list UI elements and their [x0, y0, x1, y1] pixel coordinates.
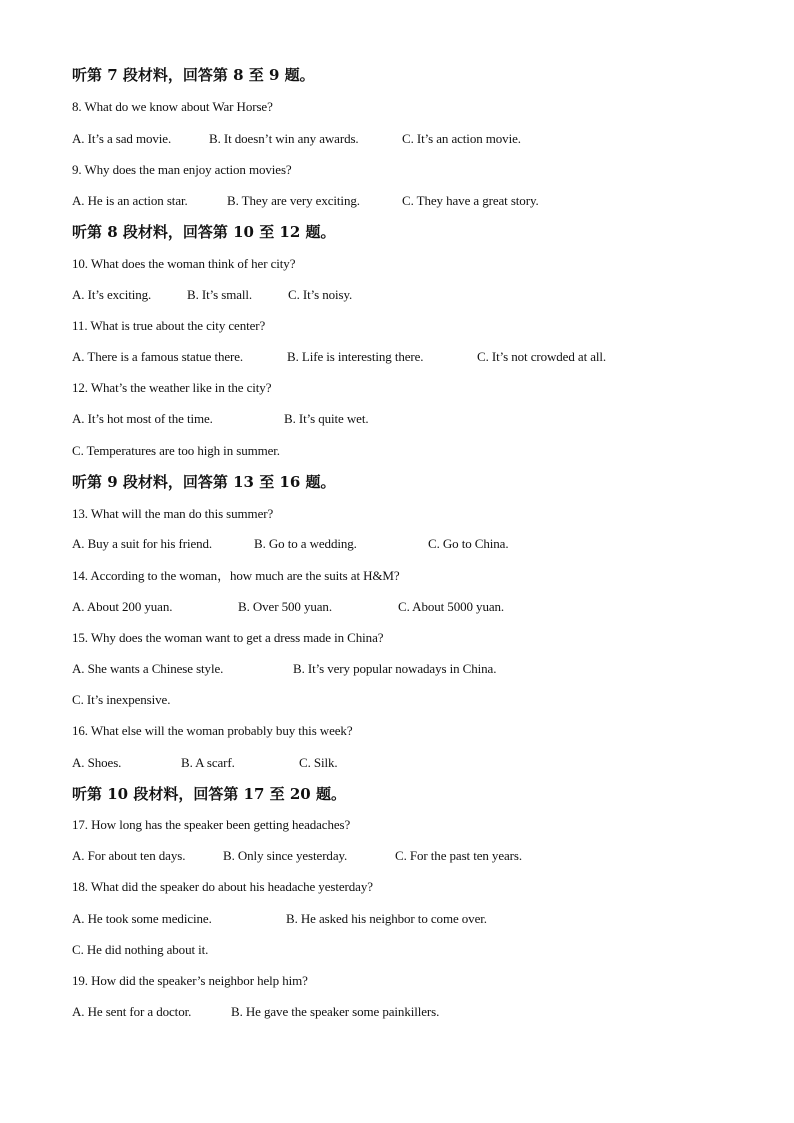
option-19a: A. He sent for a doctor. [72, 1004, 192, 1019]
option-9a: A. He is an action star. [72, 193, 188, 208]
option-14c: C. About 5000 yuan. [398, 599, 505, 614]
option-15c: C. It’s inexpensive. [72, 692, 171, 707]
question-11: 11. What is true about the city center? [72, 318, 266, 333]
option-9b: B. They are very exciting. [227, 193, 360, 208]
option-8b: B. It doesn’t win any awards. [209, 131, 359, 146]
option-11c: C. It’s not crowded at all. [477, 349, 607, 364]
option-10c: C. It’s noisy. [288, 287, 353, 302]
option-11a: A. There is a famous statue there. [72, 349, 244, 364]
option-12c: C. Temperatures are too high in summer. [72, 443, 280, 458]
question-10: 10. What does the woman think of her city? [72, 256, 296, 271]
option-17c: C. For the past ten years. [395, 848, 523, 863]
section-heading-8: 听第 8 段材料，回答第 10 至 12 题。 [72, 223, 336, 241]
question-18: 18. What did the speaker do about his headache yesterday? [72, 879, 373, 894]
option-12a: A. It’s hot most of the time. [72, 411, 213, 426]
option-9c: C. They have a great story. [402, 193, 539, 208]
question-17: 17. How long has the speaker been getting headaches? [72, 817, 351, 832]
question-12: 12. What’s the weather like in the city? [72, 380, 272, 395]
option-15a: A. She wants a Chinese style. [72, 661, 224, 676]
option-18b: B. He asked his neighbor to come over. [286, 911, 487, 926]
option-14a: A. About 200 yuan. [72, 599, 173, 614]
option-16a: A. Shoes. [72, 755, 122, 770]
option-16c: C. Silk. [299, 755, 338, 770]
section-heading-7: 听第 7 段材料，回答第 8 至 9 题。 [72, 66, 315, 84]
option-18a: A. He took some medicine. [72, 911, 212, 926]
option-17b: B. Only since yesterday. [223, 848, 348, 863]
option-16b: B. A scarf. [181, 755, 235, 770]
question-14: 14. According to the woman，how much are the suits at H&M? [72, 568, 400, 583]
question-16: 16. What else will the woman probably buy this week? [72, 723, 353, 738]
section-heading-10: 听第 10 段材料，回答第 17 至 20 题。 [72, 785, 346, 803]
option-10b: B. It’s small. [187, 287, 253, 302]
question-8: 8. What do we know about War Horse? [72, 99, 273, 114]
option-11b: B. Life is interesting there. [287, 349, 424, 364]
question-9: 9. Why does the man enjoy action movies? [72, 162, 292, 177]
question-15: 15. Why does the woman want to get a dress made in China? [72, 630, 384, 645]
option-18c: C. He did nothing about it. [72, 942, 209, 957]
option-13b: B. Go to a wedding. [254, 536, 357, 551]
option-17a: A. For about ten days. [72, 848, 186, 863]
option-8a: A. It’s a sad movie. [72, 131, 172, 146]
option-13c: C. Go to China. [428, 536, 509, 551]
option-10a: A. It’s exciting. [72, 287, 152, 302]
option-15b: B. It’s very popular nowadays in China. [293, 661, 497, 676]
question-13: 13. What will the man do this summer? [72, 506, 274, 521]
option-19b: B. He gave the speaker some painkillers. [231, 1004, 440, 1019]
option-8c: C. It’s an action movie. [402, 131, 521, 146]
option-14b: B. Over 500 yuan. [238, 599, 332, 614]
question-19: 19. How did the speaker’s neighbor help him? [72, 973, 308, 988]
section-heading-9: 听第 9 段材料，回答第 13 至 16 题。 [72, 473, 336, 491]
option-13a: A. Buy a suit for his friend. [72, 536, 213, 551]
option-12b: B. It’s quite wet. [284, 411, 369, 426]
